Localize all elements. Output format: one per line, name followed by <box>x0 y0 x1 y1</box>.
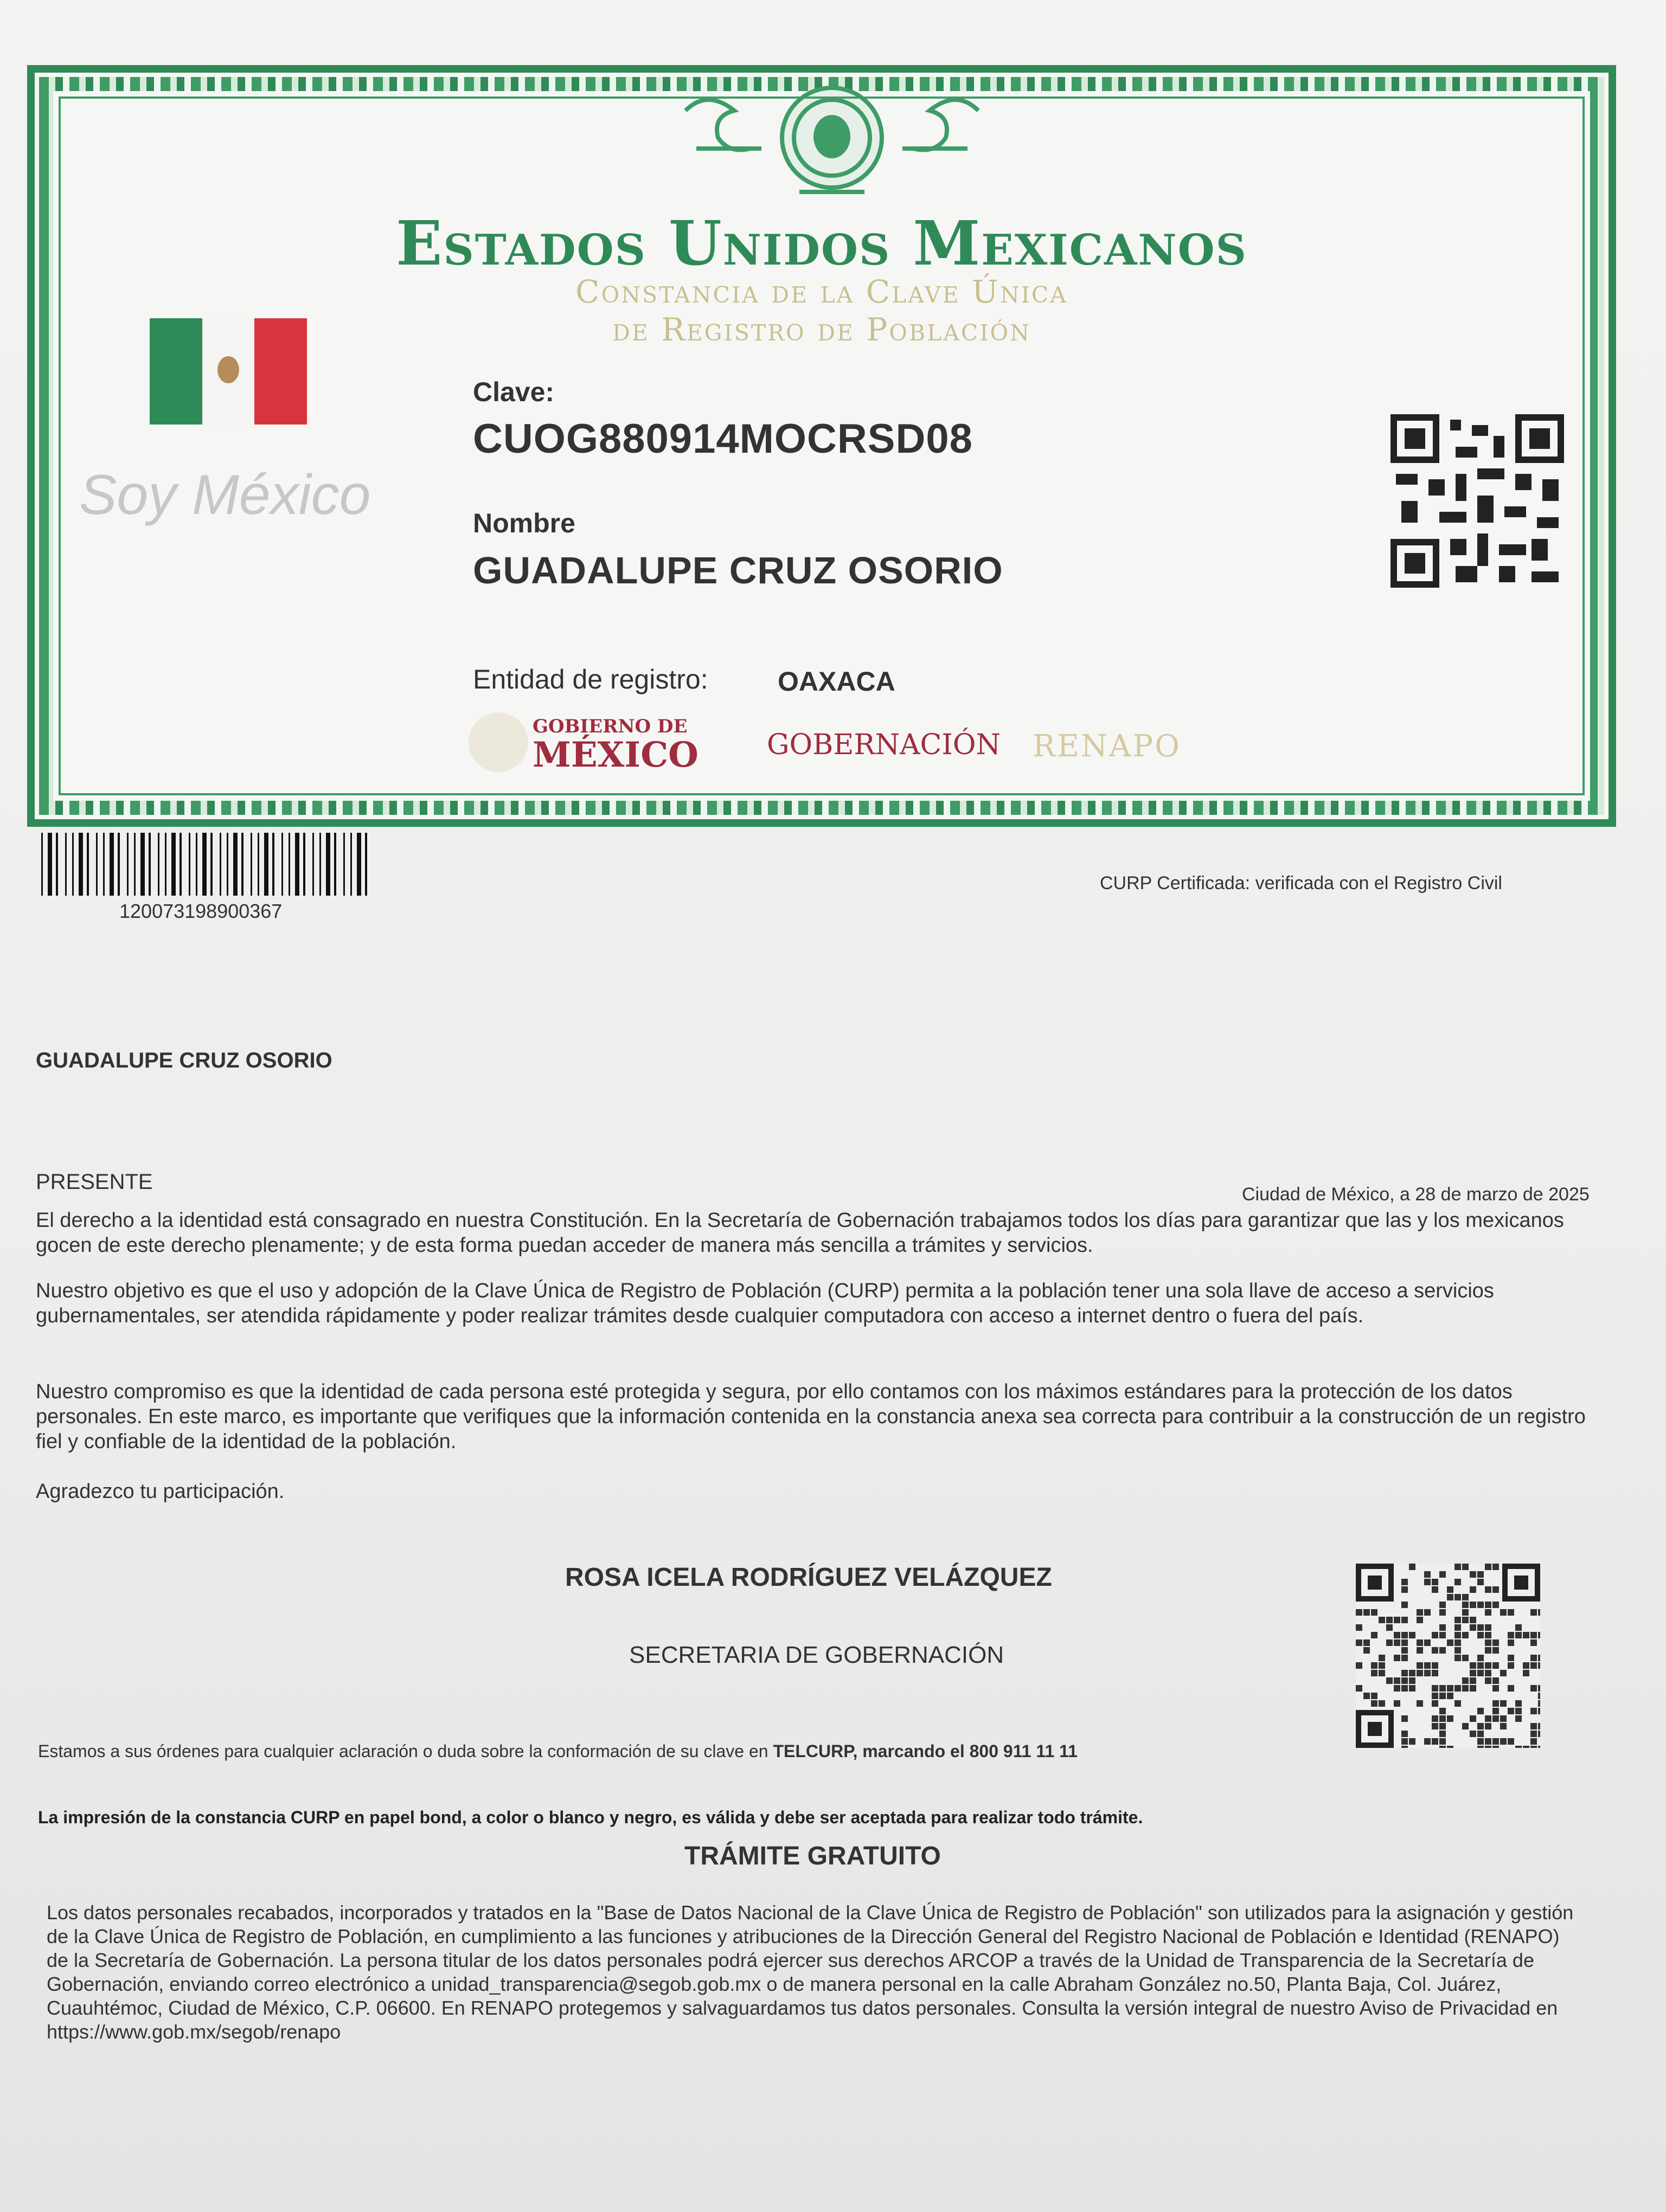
nombre-value: GUADALUPE CRUZ OSORIO <box>473 549 1003 591</box>
nombre-label: Nombre <box>473 508 575 538</box>
document-subtitle-line2: de Registro de Población <box>612 311 1031 348</box>
gobierno-seal-icon <box>469 712 528 772</box>
qr-code-bottom <box>1356 1564 1540 1748</box>
letter-paragraph-1: El derecho a la identidad está consagrado en nuestra Constitución. En la Secretaría de Gobernación trabajamos todos los días para garantizar que las y los mexicanos gocen de este derecho plenamente; y de esta forma puedan acceder de manera más sencilla a trámites y servicios. <box>36 1209 1564 1257</box>
contact-phone: TELCURP, marcando el 800 911 11 11 <box>773 1741 1078 1761</box>
logo-gobernacion: GOBERNACIÓN <box>767 729 1001 761</box>
contact-text: Estamos a sus órdenes para cualquier aclaración o duda sobre la conformación de su clave en <box>38 1741 773 1761</box>
logo-renapo: RENAPO <box>1033 729 1182 764</box>
letter-presente: PRESENTE <box>36 1170 153 1194</box>
signer-name: ROSA ICELA RODRÍGUEZ VELÁZQUEZ <box>565 1563 1052 1592</box>
coat-of-arms-emblem <box>664 78 1000 203</box>
tramite-gratuito: TRÁMITE GRATUITO <box>684 1842 941 1870</box>
privacy-notice: Los datos personales recabados, incorporados y tratados en la "Base de Datos Nacional de la Clave Única de Registro de Población" son utilizados para la asignación y gestión de la Clave Única de Registro de Población, en cumplimiento a las funciones y atribuciones de la Dirección General del Registro Nacional de Población e Identidad (RENAPO) de la Secretaría de Gobernación. La persona titular de los datos personales podrá ejercer sus derechos ARCOP a través de la Unidad de Transparencia de la Secretaría de Gobernación, enviando correo electrónico a unidad_transparencia@segob.gob.mx o de manera personal en la calle Abraham González no.50, Planta Baja, Col. Juárez, Cuauhtémoc, Ciudad de México, C.P. 06600. En RENAPO protegemos y salvaguardamos tus datos personales. Consulta la versión integral de nuestro Aviso de Privacidad en https://www.gob.mx/segob/renapo <box>47 1901 1574 2043</box>
curp-certified-note: CURP Certificada: verificada con el Registro Civil <box>1100 873 1502 893</box>
logo-gobierno-de-mexico: GOBIERNO DE MÉXICO <box>533 716 699 775</box>
clave-label: Clave: <box>473 377 555 407</box>
print-validity-note: La impresión de la constancia CURP en papel bond, a color o blanco y negro, es válida y debe ser aceptada para realizar todo trámite. <box>38 1808 1143 1827</box>
letter-paragraph-3: Nuestro compromiso es que la identidad de cada persona esté protegida y segura, por ello contamos con los máximos estándares para la protección de los datos personales. En este marco, es importante que verifiques que la información contenida en la constancia anexa sea correcta para contribuir a la construcción de un registro fiel y confiable de la identidad de la población. <box>36 1380 1586 1453</box>
entidad-label: Entidad de registro: <box>473 664 708 695</box>
letter-thanks: Agradezco tu participación. <box>36 1480 285 1503</box>
entidad-value: OAXACA <box>778 666 895 697</box>
clave-value: CUOG880914MOCRSD08 <box>473 416 973 462</box>
barcode-number: 120073198900367 <box>119 900 283 922</box>
mexican-flag <box>150 318 307 425</box>
soy-mexico-watermark: Soy México <box>79 464 371 526</box>
qr-code-top <box>1391 414 1564 588</box>
letter-recipient: GUADALUPE CRUZ OSORIO <box>36 1049 332 1072</box>
barcode <box>41 833 377 898</box>
curp-certificate <box>27 65 1616 827</box>
letter-paragraph-2: Nuestro objetivo es que el uso y adopción de la Clave Única de Registro de Población (CURP) permita a la población tener una sola llave de acceso a servicios gubernamentales, ser atendida rápidamente y poder realizar trámites desde cualquier computadora con acceso a internet dentro o fuera del país. <box>36 1279 1494 1327</box>
letter-date: Ciudad de México, a 28 de marzo de 2025 <box>1242 1184 1590 1205</box>
document-subtitle-line1: Constancia de la Clave Única <box>575 273 1068 310</box>
contact-line <box>38 1741 1535 1761</box>
document-title: Estados Unidos Mexicanos <box>396 208 1247 279</box>
signer-title: SECRETARIA DE GOBERNACIÓN <box>629 1642 1004 1668</box>
